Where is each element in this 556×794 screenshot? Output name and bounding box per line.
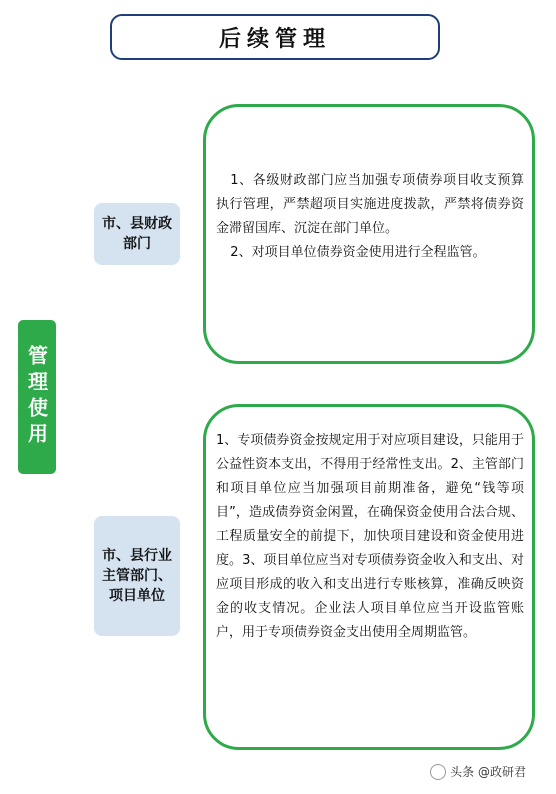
industry-items: 1、专项债券资金按规定用于对应项目建设，只能用于公益性资本支出，不得用于经常性支出。2、主管部门和项目单位应当加强项目前期准备，避免“钱等项目”，造成债券资金闲置，在确保资金使用合法合规、工程质量安全的前提下，加快项目建设和资金使用进度。3、项目单位应当对专项债券资金收入和支出、对应项目形成的收入和支出进行专账核算，准确反映资金的收支情况。企业法人项目单位应当开设监管账户，用于专项债券资金支出使用全周期监管。 [216,433,524,640]
unit-finance-department: 市、县财政部门 [94,203,180,265]
page-title: 后续管理 [110,14,440,60]
unit-industry-department: 市、县行业主管部门、项目单位 [94,516,180,636]
watermark-logo-icon [430,764,446,780]
finance-item-1: 1、各级财政部门应当加强专项债券项目收支预算执行管理，严禁超项目实施进度拨款，严禁将债券资金滞留国库、沉淀在部门单位。 [216,173,524,236]
content-box-industry [203,404,535,750]
watermark-text: 头条 @政研君 [450,765,526,779]
side-category-label: 管理使用 [18,320,56,474]
watermark [430,763,526,780]
content-box-finance [203,104,535,364]
finance-item-2: 2、对项目单位债券资金使用进行全程监管。 [230,245,486,260]
